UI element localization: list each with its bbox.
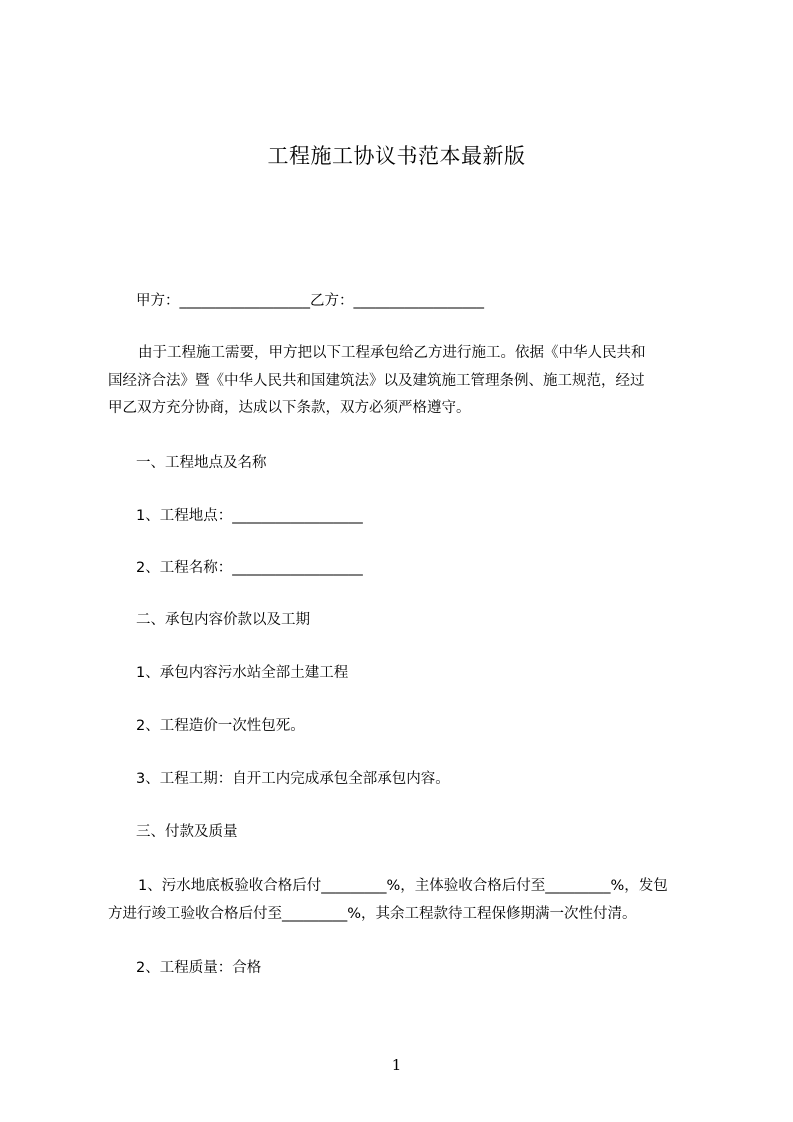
- section-3-item-1: [108, 873, 720, 928]
- page-number: 1: [391, 1056, 402, 1074]
- section-3-item-2: 2、工程质量：合格: [136, 960, 262, 976]
- intro-line-1: 由于工程施工需要，甲方把以下工程承包给乙方进行施工。依据《中华人民共和: [138, 345, 646, 361]
- section-3-item-1-line-1: 1、污水地底板验收合格后付_________%，主体验收合格后付至_________%，发包: [138, 878, 668, 894]
- section-2-item-1: 1、承包内容污水站全部土建工程: [136, 665, 349, 681]
- document-title: 工程施工协议书范本最新版: [267, 144, 526, 168]
- section-3-item-1-line-2: 方进行竣工验收合格后付至_________%，其余工程款待工程保修期满一次性付清。: [108, 905, 637, 922]
- section-2-item-3: 3、工程工期：自开工内完成承包全部承包内容。: [136, 771, 450, 787]
- section-2-item-2: 2、工程造价一次性包死。: [136, 718, 305, 734]
- section-3-heading: 三、付款及质量: [136, 824, 238, 840]
- intro-paragraph: [108, 340, 720, 423]
- intro-line-3: 甲乙双方充分协商，达成以下条款，双方必须严格遵守。: [108, 400, 471, 416]
- section-1-heading: 一、工程地点及名称: [136, 455, 267, 471]
- section-1-item-2: 2、工程名称：__________________: [136, 560, 363, 576]
- intro-line-2: 国经济合法》暨《中华人民共和国建筑法》以及建筑施工管理条例、施工规范，经过: [108, 372, 645, 389]
- parties-line: 甲方：__________________乙方：__________________: [136, 293, 484, 309]
- section-1-item-1: 1、工程地点：__________________: [136, 508, 363, 524]
- section-2-heading: 二、承包内容价款以及工期: [136, 612, 310, 628]
